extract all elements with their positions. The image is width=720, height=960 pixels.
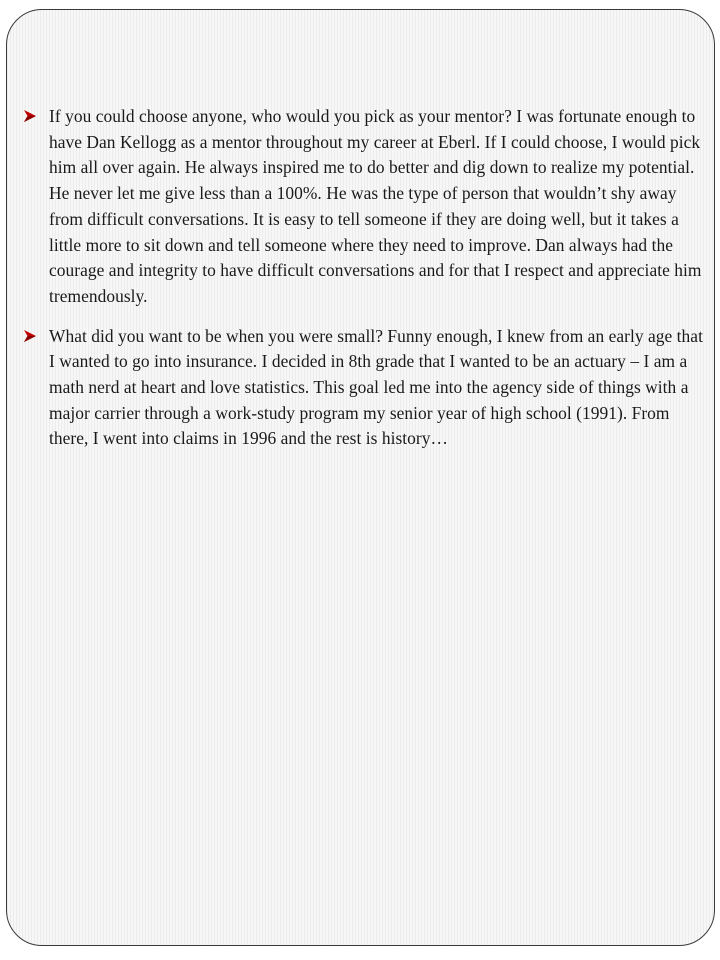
arrowhead-bullet-icon [23, 109, 37, 123]
bullet-list [21, 104, 707, 466]
bullet-item-mentor [21, 104, 707, 310]
slide-frame [6, 9, 715, 946]
bullet-item-childhood [21, 324, 707, 453]
bullet-text-childhood: What did you want to be when you were small? Funny enough, I knew from an early age that I wanted to go into insurance. I decided in 8th grade that I wanted to be an actuary – I am a math nerd at heart and love statistics. This goal led me into the agency side of things with a major carrier through a work-study program my senior year of high school (1991). From there, I went into claims in 1996 and the rest is history… [49, 325, 703, 449]
arrowhead-bullet-icon [23, 329, 37, 343]
bullet-text-mentor: If you could choose anyone, who would you pick as your mentor? I was fortunate enough to have Dan Kellogg as a mentor throughout my career at Eberl. If I could choose, I would pick him all over again. He always inspired me to do better and dig down to realize my potential. He never let me give less than a 100%. He was the type of person that wouldn’t shy away from difficult conversations. It is easy to tell someone if they are doing well, but it takes a little more to sit down and tell someone where they need to improve. Dan always had the courage and integrity to have difficult conversations and for that I respect and appreciate him tremendously. [49, 106, 702, 306]
